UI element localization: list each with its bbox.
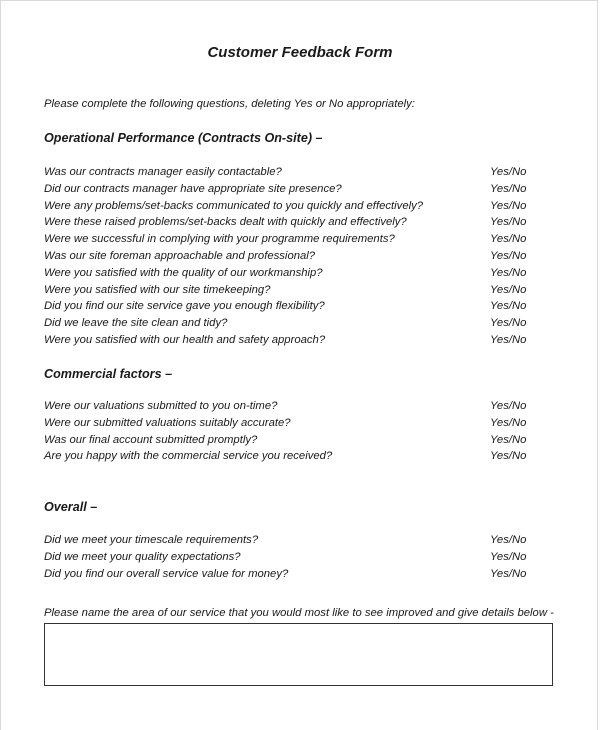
question-text: Were we successful in complying with your programme requirements?: [44, 233, 395, 246]
yes-no-answer[interactable]: Yes/No: [490, 249, 527, 262]
yes-no-answer[interactable]: Yes/No: [490, 300, 527, 313]
yes-no-answer[interactable]: Yes/No: [490, 400, 527, 412]
question-row: [44, 415, 534, 432]
question-text: Were our valuations submitted to you on-time?: [44, 400, 278, 412]
question-text: Were you satisfied with our health and safety approach?: [44, 333, 326, 346]
question-text: Was our site foreman approachable and professional?: [44, 249, 316, 262]
question-text: Were any problems/set-backs communicated to you quickly and effectively?: [44, 199, 424, 212]
question-row: [44, 265, 534, 282]
question-text: Did we leave the site clean and tidy?: [44, 317, 228, 330]
question-row: [44, 298, 534, 315]
question-row: [44, 248, 534, 265]
yes-no-answer[interactable]: Yes/No: [490, 433, 527, 446]
yes-no-answer[interactable]: Yes/No: [490, 166, 527, 178]
improvement-details-box[interactable]: [44, 623, 553, 686]
question-row: [44, 566, 534, 583]
section-heading-commercial: Commercial factors –: [44, 367, 173, 381]
question-text: Was our contracts manager easily contactable?: [44, 166, 282, 178]
form-title: Customer Feedback Form: [207, 44, 393, 61]
question-text: Did you find our overall service value for money?: [44, 567, 289, 580]
section-heading-operational: Operational Performance (Contracts On-site) –: [44, 131, 323, 145]
question-row: [44, 398, 534, 415]
question-row: [44, 549, 534, 566]
question-text: Were you satisfied with the quality of our workmanship?: [44, 266, 323, 279]
question-text: Was our final account submitted promptly?: [44, 433, 258, 446]
question-row: [44, 231, 534, 248]
question-text: Are you happy with the commercial service you received?: [44, 450, 333, 463]
form-instructions: Please complete the following questions, deleting Yes or No appropriately:: [44, 98, 415, 110]
question-row: [44, 198, 534, 215]
yes-no-answer[interactable]: Yes/No: [490, 534, 527, 546]
question-row: [44, 181, 534, 198]
question-text: Were our submitted valuations suitably accurate?: [44, 416, 291, 429]
question-row: [44, 532, 534, 549]
yes-no-answer[interactable]: Yes/No: [490, 567, 527, 580]
question-row: [44, 332, 534, 349]
yes-no-answer[interactable]: Yes/No: [490, 216, 527, 229]
improvement-prompt: Please name the area of our service that you would most like to see improved and give details below -: [44, 607, 554, 619]
question-row: [44, 214, 534, 231]
yes-no-answer[interactable]: Yes/No: [490, 550, 527, 563]
question-text: Did you find our site service gave you enough flexibility?: [44, 300, 325, 313]
question-list-overall: [44, 532, 534, 582]
question-text: Were you satisfied with our site timekeeping?: [44, 283, 271, 296]
question-row: [44, 164, 534, 181]
yes-no-answer[interactable]: Yes/No: [490, 416, 527, 429]
yes-no-answer[interactable]: Yes/No: [490, 199, 527, 212]
question-list-commercial: [44, 398, 534, 465]
yes-no-answer[interactable]: Yes/No: [490, 266, 527, 279]
question-list-operational: [44, 164, 534, 349]
yes-no-answer[interactable]: Yes/No: [490, 283, 527, 296]
yes-no-answer[interactable]: Yes/No: [490, 317, 527, 330]
question-row: [44, 432, 534, 449]
question-row: [44, 448, 534, 465]
question-text: Did our contracts manager have appropriate site presence?: [44, 182, 342, 195]
question-row: [44, 282, 534, 299]
yes-no-answer[interactable]: Yes/No: [490, 182, 527, 195]
question-text: Were these raised problems/set-backs dealt with quickly and effectively?: [44, 216, 407, 229]
question-text: Did we meet your quality expectations?: [44, 550, 241, 563]
yes-no-answer[interactable]: Yes/No: [490, 450, 527, 463]
yes-no-answer[interactable]: Yes/No: [490, 233, 527, 246]
yes-no-answer[interactable]: Yes/No: [490, 333, 527, 346]
question-row: [44, 315, 534, 332]
section-heading-overall: Overall –: [44, 500, 98, 514]
question-text: Did we meet your timescale requirements?: [44, 534, 259, 546]
